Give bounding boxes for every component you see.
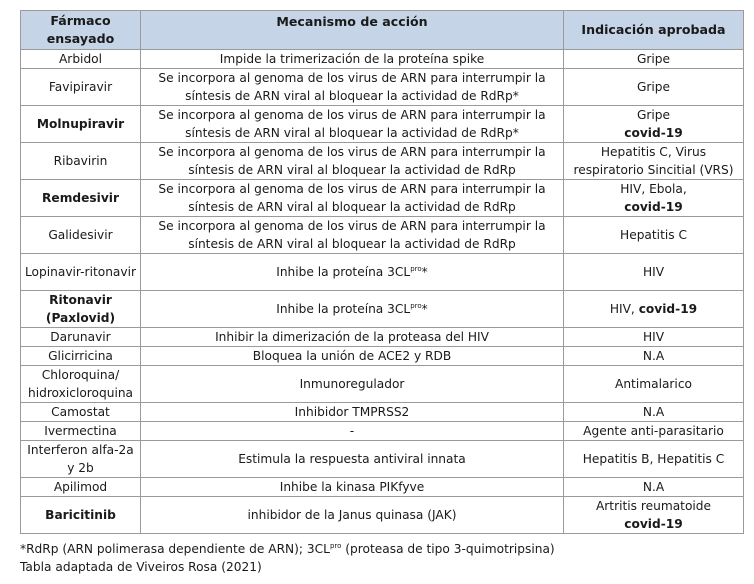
table-row [21, 106, 744, 143]
indication-cell: Hepatitis B, Hepatitis C [564, 441, 744, 478]
table-row [21, 254, 744, 291]
mechanism-cell: Inhibir la dimerización de la proteasa del HIV [141, 328, 564, 347]
mechanism-cell: Inhibe la proteína $3CL^{pro}*$ [141, 291, 564, 328]
header-mechanism: Mecanismo de acción [141, 11, 564, 50]
mechanism-cell: - [141, 422, 564, 441]
indication-cell: Agente anti-parasitario [564, 422, 744, 441]
drug-table [20, 10, 744, 534]
header-row [21, 11, 744, 50]
mechanism-cell: Impide la trimerización de la proteína spike [141, 50, 564, 69]
drug-cell: Baricitinib [21, 497, 141, 534]
source-note: Tabla adaptada de Viveiros Rosa (2021) [20, 560, 262, 574]
drug-cell: Darunavir [21, 328, 141, 347]
indication-cell: Antimalarico [564, 366, 744, 403]
table-row [21, 217, 744, 254]
indication-cell: HIV [564, 254, 744, 291]
drug-cell: Ritonavir (Paxlovid) [21, 291, 141, 328]
indication-cell: Gripe covid-19 [564, 106, 744, 143]
covid-label: covid-19 [624, 517, 683, 531]
table-notes [20, 540, 555, 576]
table-row [21, 50, 744, 69]
header-indication: Indicación aprobada [564, 11, 744, 50]
drug-cell: Chloroquina/ hidroxicloroquina [21, 366, 141, 403]
indication-cell: N.A [564, 478, 744, 497]
indication-cell: HIV, Ebola, covid-19 [564, 180, 744, 217]
drug-cell: Camostat [21, 403, 141, 422]
table-row [21, 180, 744, 217]
mechanism-cell: Inmunoregulador [141, 366, 564, 403]
indication-cell: Hepatitis C, Virus respiratorio Sincitial (VRS) [564, 143, 744, 180]
mechanism-cell: Se incorpora al genoma de los virus de ARN para interrumpir la síntesis de ARN viral al bloquear la actividad de RdRp [141, 217, 564, 254]
mechanism-cell: Se incorpora al genoma de los virus de ARN para interrumpir la síntesis de ARN viral al bloquear la actividad de RdRp* [141, 106, 564, 143]
table-row [21, 441, 744, 478]
table-row [21, 328, 744, 347]
drug-cell: Favipiravir [21, 69, 141, 106]
table-row [21, 478, 744, 497]
covid-label: covid-19 [638, 302, 698, 316]
header-drug: Fármaco ensayado [21, 11, 141, 50]
mechanism-cell: Estimula la respuesta antiviral innata [141, 441, 564, 478]
indication-cell: Gripe [564, 50, 744, 69]
drug-cell: Molnupiravir [21, 106, 141, 143]
mechanism-cell: Se incorpora al genoma de los virus de ARN para interrumpir la síntesis de ARN viral al bloquear la actividad de RdRp [141, 143, 564, 180]
indication-cell: HIV, covid-19 [564, 291, 744, 328]
table-row [21, 347, 744, 366]
footnote: *RdRp (ARN polimerasa dependiente de ARN); $3CL^{pro}$ (proteasa de tipo 3-quimotripsina) [20, 542, 555, 556]
drug-cell: Ivermectina [21, 422, 141, 441]
drug-cell: Galidesivir [21, 217, 141, 254]
table-row [21, 366, 744, 403]
mechanism-cell: Bloquea la unión de ACE2 y RDB [141, 347, 564, 366]
drug-cell: Arbidol [21, 50, 141, 69]
table-row [21, 497, 744, 534]
covid-label: covid-19 [624, 200, 683, 214]
mechanism-cell: Se incorpora al genoma de los virus de ARN para interrumpir la síntesis de ARN viral al bloquear la actividad de RdRp* [141, 69, 564, 106]
mechanism-cell: Inhibe la kinasa PIKfyve [141, 478, 564, 497]
mechanism-cell: Inhibidor TMPRSS2 [141, 403, 564, 422]
drug-cell: Ribavirin [21, 143, 141, 180]
drug-table-container [20, 10, 743, 534]
mechanism-cell: Se incorpora al genoma de los virus de ARN para interrumpir la síntesis de ARN viral al bloquear la actividad de RdRp [141, 180, 564, 217]
indication-cell: Hepatitis C [564, 217, 744, 254]
indication-cell: Gripe [564, 69, 744, 106]
table-row [21, 291, 744, 328]
drug-cell: Lopinavir-ritonavir [21, 254, 141, 291]
drug-cell: Remdesivir [21, 180, 141, 217]
table-row [21, 69, 744, 106]
drug-cell: Glicirricina [21, 347, 141, 366]
indication-cell: N.A [564, 347, 744, 366]
table-row [21, 422, 744, 441]
indication-cell: Artritis reumatoide covid-19 [564, 497, 744, 534]
covid-label: covid-19 [624, 126, 683, 140]
mechanism-cell: Inhibe la proteína $3CL^{pro}*$ [141, 254, 564, 291]
indication-cell: N.A [564, 403, 744, 422]
table-row [21, 403, 744, 422]
indication-cell: HIV [564, 328, 744, 347]
drug-cell: Interferon alfa-2a y 2b [21, 441, 141, 478]
drug-cell: Apilimod [21, 478, 141, 497]
table-row [21, 143, 744, 180]
mechanism-cell: inhibidor de la Janus quinasa (JAK) [141, 497, 564, 534]
